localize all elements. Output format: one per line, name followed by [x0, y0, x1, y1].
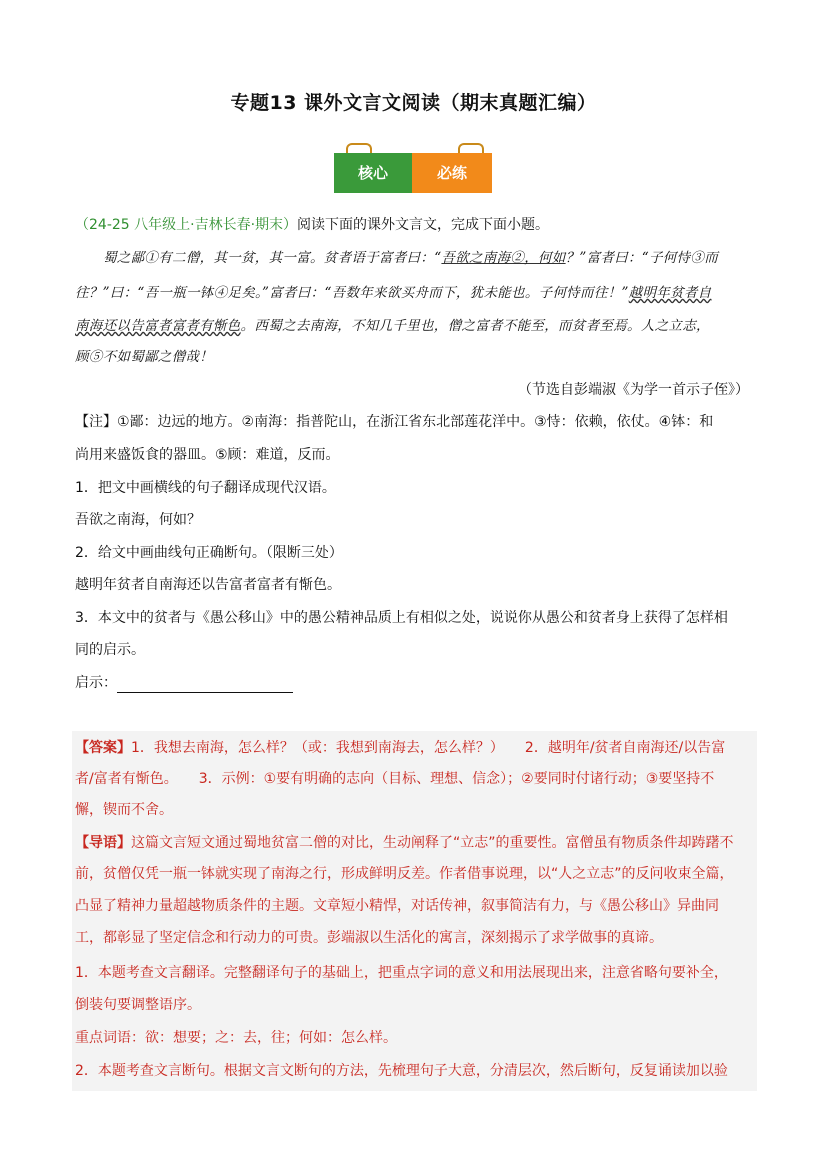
question-2-sentence: 越明年贫者自南海还以告富者富者有惭色。 — [75, 577, 341, 593]
explanation-1-line-2: 倒装句要调整语序。 — [75, 997, 201, 1013]
passage-line-1: 蜀之鄙①有二僧，其一贫，其一富。贫者语于富者曰：“吾欲之南海②，何如？”富者曰：“子何恃③而 — [103, 250, 719, 266]
explanation-2-line-1: 2．本题考查文言断句。根据文言文断句的方法，先梳理句子大意，分清层次，然后断句，反复诵读加以验 — [75, 1063, 728, 1079]
question-3-prompt-line: 启示： — [75, 673, 293, 693]
wavy-sentence-part-2: 南海还以告富者富者有惭色 — [75, 318, 241, 334]
question-source: （24-25 八年级上·吉林长春·期末） — [75, 217, 298, 233]
answer-line-1: 【答案】1．我想去南海，怎么样？（或：我想到南海去，怎么样？） 2．越明年/贫者自南海还/以告富 — [75, 740, 726, 756]
answer-blank[interactable] — [117, 678, 293, 693]
guide-line-1: 【导语】这篇文言短文通过蜀地贫富二僧的对比，生动阐释了“立志”的重要性。富僧虽有物质条件却踌躇不 — [75, 835, 734, 851]
guide-line-4: 工，都彰显了坚定信念和行动力的可贵。彭端淑以生活化的寓言，深刻揭示了求学做事的真谛。 — [75, 930, 663, 946]
intro-text: 阅读下面的课外文言文，完成下面小题。 — [297, 217, 550, 233]
question-1: 1．把文中画横线的句子翻译成现代汉语。 — [75, 480, 336, 496]
passage-line-2: 往？”曰：“吾一瓶一钵④足矣。”富者曰：“吾数年来欲买舟而下，犹未能也。子何恃而往！”越明年贫者自 — [75, 285, 712, 301]
page-title: 专题13 课外文言文阅读（期末真题汇编） — [230, 92, 597, 114]
question-2: 2．给文中画曲线句正确断句。（限断三处） — [75, 545, 343, 561]
core-practice-badge — [334, 143, 492, 195]
badge-right-label: 必练 — [412, 153, 492, 193]
guide-line-3: 凸显了精神力量超越物质条件的主题。文章短小精悍，对话传神，叙事简洁有力，与《愚公移山》异曲同 — [75, 898, 719, 914]
passage-citation: （节选自彭端淑《为学一首示子侄》） — [518, 382, 749, 398]
question-3-line-2: 同的启示。 — [75, 642, 145, 658]
answer-label: 【答案】 — [75, 740, 131, 756]
explanation-1-line-1: 1．本题考查文言翻译。完整翻译句子的基础上，把重点字词的意义和用法展现出来，注意省略句要补全， — [75, 965, 728, 981]
question-1-sentence: 吾欲之南海，何如？ — [75, 512, 201, 528]
notes-line-1: 【注】①鄙：边远的地方。②南海：指普陀山，在浙江省东北部莲花洋中。③恃：依赖，依仗。④钵：和 — [75, 414, 714, 430]
guide-line-2: 前，贫僧仅凭一瓶一钵就实现了南海之行，形成鲜明反差。作者借事说理，以“人之立志”的反问收束全篇， — [75, 866, 734, 882]
notes-line-2: 尚用来盛饭食的器皿。⑤顾：难道，反而。 — [75, 447, 340, 463]
question-3-line-1: 3．本文中的贫者与《愚公移山》中的愚公精神品质上有相似之处，说说你从愚公和贫者身上获得了怎样相 — [75, 610, 728, 626]
answer-line-2: 者/富者有惭色。 3．示例：①要有明确的志向（目标、理想、信念）；②要同时付诸行动；③要坚持不 — [75, 771, 715, 787]
guide-label: 【导语】 — [75, 835, 131, 851]
underlined-sentence: 吾欲之南海②，何如 — [441, 250, 566, 266]
wavy-sentence-part-1: 越明年贫者自 — [628, 285, 712, 301]
explanation-1-keywords: 重点词语：欲：想要；之：去，往；何如：怎么样。 — [75, 1030, 397, 1046]
passage-line-3: 南海还以告富者富者有惭色。西蜀之去南海，不知几千里也，僧之富者不能至，而贫者至焉。人之立志， — [75, 318, 710, 334]
passage-line-4: 顾⑤不如蜀鄙之僧哉！ — [75, 349, 213, 365]
answer-line-3: 懈，锲而不舍。 — [75, 802, 173, 818]
badge-left-label: 核心 — [334, 153, 412, 193]
intro-line — [75, 215, 549, 235]
